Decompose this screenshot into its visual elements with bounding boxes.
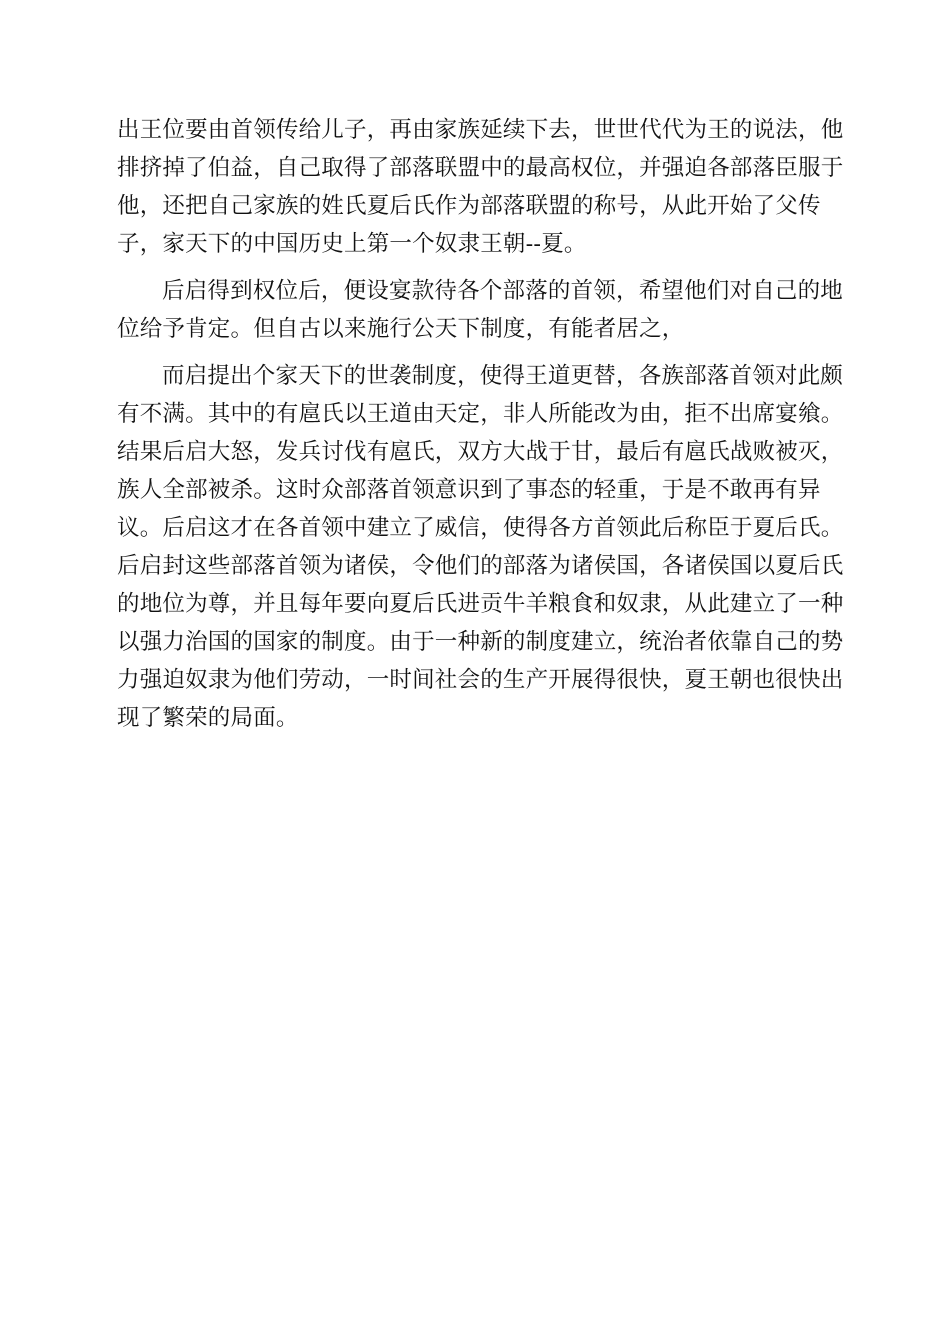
paragraph-line: 子，家天下的中国历史上第一个奴隶王朝--夏。 — [117, 231, 587, 257]
paragraph-line: 以强力治国的国家的制度。由于一种新的制度建立，统治者依靠自己的势 — [117, 629, 844, 655]
paragraph-2 — [117, 272, 844, 348]
paragraph-line: 后启封这些部落首领为诸侯，令他们的部落为诸侯国，各诸侯国以夏后氏 — [117, 553, 844, 579]
paragraph-line: 他，还把自己家族的姓氏夏后氏作为部落联盟的称号，从此开始了父传 — [117, 193, 821, 219]
paragraph-line: 结果后启大怒，发兵讨伐有扈氏，双方大战于甘，最后有扈氏战败被灭， — [117, 439, 844, 465]
paragraph-line: 议。后启这才在各首领中建立了威信，使得各方首领此后称臣于夏后氏。 — [117, 515, 844, 541]
document-body — [117, 111, 844, 737]
paragraph-3 — [117, 357, 844, 737]
paragraph-line: 现了繁荣的局面。 — [117, 705, 299, 731]
paragraph-line: 出王位要由首领传给儿子，再由家族延续下去，世世代代为王的说法，他 — [117, 117, 844, 143]
paragraph-1 — [117, 111, 844, 263]
paragraph-line: 力强迫奴隶为他们劳动，一时间社会的生产开展得很快，夏王朝也很快出 — [117, 667, 844, 693]
paragraph-line: 而启提出个家天下的世袭制度，使得王道更替，各族部落首领对此颇 — [162, 363, 844, 389]
paragraph-line: 位给予肯定。但自古以来施行公天下制度，有能者居之， — [117, 316, 685, 342]
paragraph-line: 有不满。其中的有扈氏以王道由天定，非人所能改为由，拒不出席宴飨。 — [117, 401, 844, 427]
paragraph-line: 后启得到权位后，便设宴款待各个部落的首领，希望他们对自己的地 — [162, 278, 844, 304]
paragraph-line: 排挤掉了伯益，自己取得了部落联盟中的最高权位，并强迫各部落臣服于 — [117, 155, 844, 181]
paragraph-line: 族人全部被杀。这时众部落首领意识到了事态的轻重，于是不敢再有异 — [117, 477, 821, 503]
paragraph-line: 的地位为尊，并且每年要向夏后氏进贡牛羊粮食和奴隶，从此建立了一种 — [117, 591, 844, 617]
